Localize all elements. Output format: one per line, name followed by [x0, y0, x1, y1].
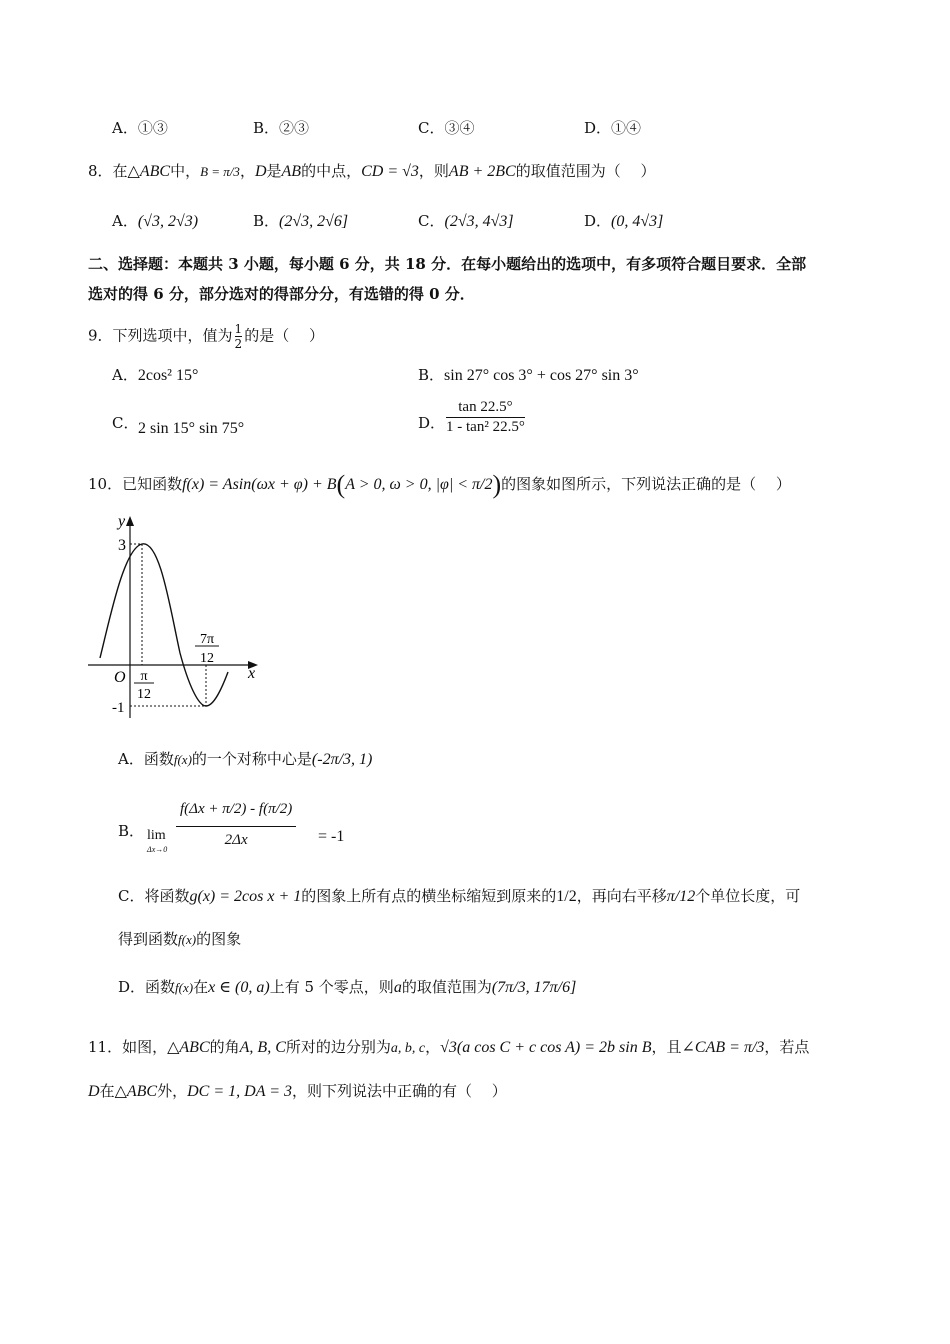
x2-numerator: 7π	[199, 632, 215, 647]
q9-option-a: A．2cos² 15°	[112, 366, 199, 384]
q10-a-center: (-2π/3, 1)	[311, 751, 373, 768]
q9-option-c: C．	[112, 414, 139, 432]
q8-cd: CD = √3	[361, 163, 419, 180]
q7-option-c: C．③④	[418, 119, 475, 137]
q8-expression: AB + 2BC	[448, 163, 516, 180]
q11-lengths: DC = 1, DA = 3	[187, 1083, 292, 1100]
q10-d-range: (7π/3, 17π/6]	[491, 979, 577, 996]
q10-option-a: A．函数f(x)的一个对称中心是(-2π/3, 1)	[118, 750, 373, 768]
origin-label: O	[114, 669, 126, 686]
q9-option-d-fraction: tan 22.5° 1 - tan² 22.5°	[446, 399, 525, 435]
q9-fraction: $\frac{1}{2}$	[234, 322, 243, 351]
q10-option-d: D．函数f(x)在x ∈ (0, a)上有 5 个零点，则a的取值范围为(7π/3, 17π/6]	[118, 978, 577, 996]
y-axis-arrow	[126, 516, 134, 526]
q9-option-d: D．	[418, 414, 446, 432]
q10-b-lim-sub: Δx→0	[147, 845, 168, 854]
y-min-label: -1	[112, 700, 125, 716]
q10-b-fraction: f(Δx + π/2) - f(π/2) 2Δx	[176, 798, 296, 851]
q8-option-c: C．(2√3, 4√3]	[418, 212, 514, 230]
q10-b-rhs: = -1	[318, 828, 345, 845]
q10-d-domain: x ∈ (0, a)	[208, 979, 270, 996]
q10-b-lim: lim	[147, 828, 166, 843]
q10-option-c-line1: C．将函数g(x) = 2cos x + 1的图象上所有点的横坐标缩短到原来的1/2，再向右平移π/12个单位长度，可	[118, 887, 801, 905]
q11-angle: ∠CAB = π/3	[681, 1039, 765, 1056]
q10-stem: 10．已知函数f(x) = Asin(ωx + φ) + B(A > 0, ω > 0, |φ| < π/2)的图象如图所示，下列说法正确的是（ ）	[88, 470, 791, 499]
q8-option-d: D．(0, 4√3]	[584, 212, 664, 230]
q10-function: f(x) = Asin(ωx + φ) + B	[182, 476, 337, 493]
section-2-instructions-line2: 选对的得 6 分，部分选对的得部分分，有选错的得 0 分．	[88, 285, 475, 303]
y-axis-label: y	[118, 513, 126, 530]
q9-option-c-expr: 2 sin 15° sin 75°	[138, 420, 245, 437]
q10-option-c-line2: 得到函数f(x)的图象	[118, 930, 242, 948]
q8-stem: 8．在△ABC中，B = π/3，D是AB的中点，CD = √3，则AB + 2BC的取值范围为（ ）	[88, 162, 656, 180]
q10-option-b-label: B．	[118, 822, 145, 840]
x2-denominator: 12	[200, 651, 214, 666]
q11-equation: √3(a cos C + c cos A) = 2b sin B	[440, 1039, 652, 1056]
q7-option-b: B．②③	[253, 119, 310, 137]
q8-angle-b: B = π/3	[200, 164, 240, 179]
q9-stem: 9．下列选项中，值为 $\frac{1}{2}$ 的是（ ）	[88, 322, 324, 351]
x1-denominator: 12	[137, 687, 151, 702]
q10-conditions: A > 0, ω > 0, |φ| < π/2	[345, 476, 493, 493]
q11-stem-line2: D在△ABC外，DC = 1, DA = 3，则下列说法中正确的有（ ）	[88, 1082, 507, 1100]
q10-function-graph	[84, 508, 264, 722]
q7-option-d: D．①④	[584, 119, 642, 137]
q8-option-a: A．(√3, 2√3)	[112, 212, 199, 230]
q7-option-a: A．①③	[112, 119, 168, 137]
q9-option-b: B．sin 27° cos 3° + cos 27° sin 3°	[418, 366, 639, 384]
y-max-label: 3	[118, 537, 126, 554]
x-axis-label: x	[248, 665, 256, 682]
q10-c-scale: 1/2	[556, 888, 577, 905]
q10-c-g: g(x) = 2cos x + 1	[189, 888, 302, 905]
section-2-instructions-line1: 二、选择题：本题共 3 小题，每小题 6 分，共 18 分．在每小题给出的选项中，有多项符合题目要求．全部	[88, 255, 807, 273]
q11-stem-line1: 11．如图，△ABC的角A, B, C所对的边分别为a, b, c，√3(a cos C + c cos A) = 2b sin B，且∠CAB = π/3，若点	[88, 1038, 810, 1056]
x1-numerator: π	[140, 669, 148, 684]
q10-c-shift: π/12	[666, 888, 696, 905]
q8-option-b: B．(2√3, 2√6]	[253, 212, 349, 230]
q8-triangle: △ABC	[127, 163, 171, 180]
